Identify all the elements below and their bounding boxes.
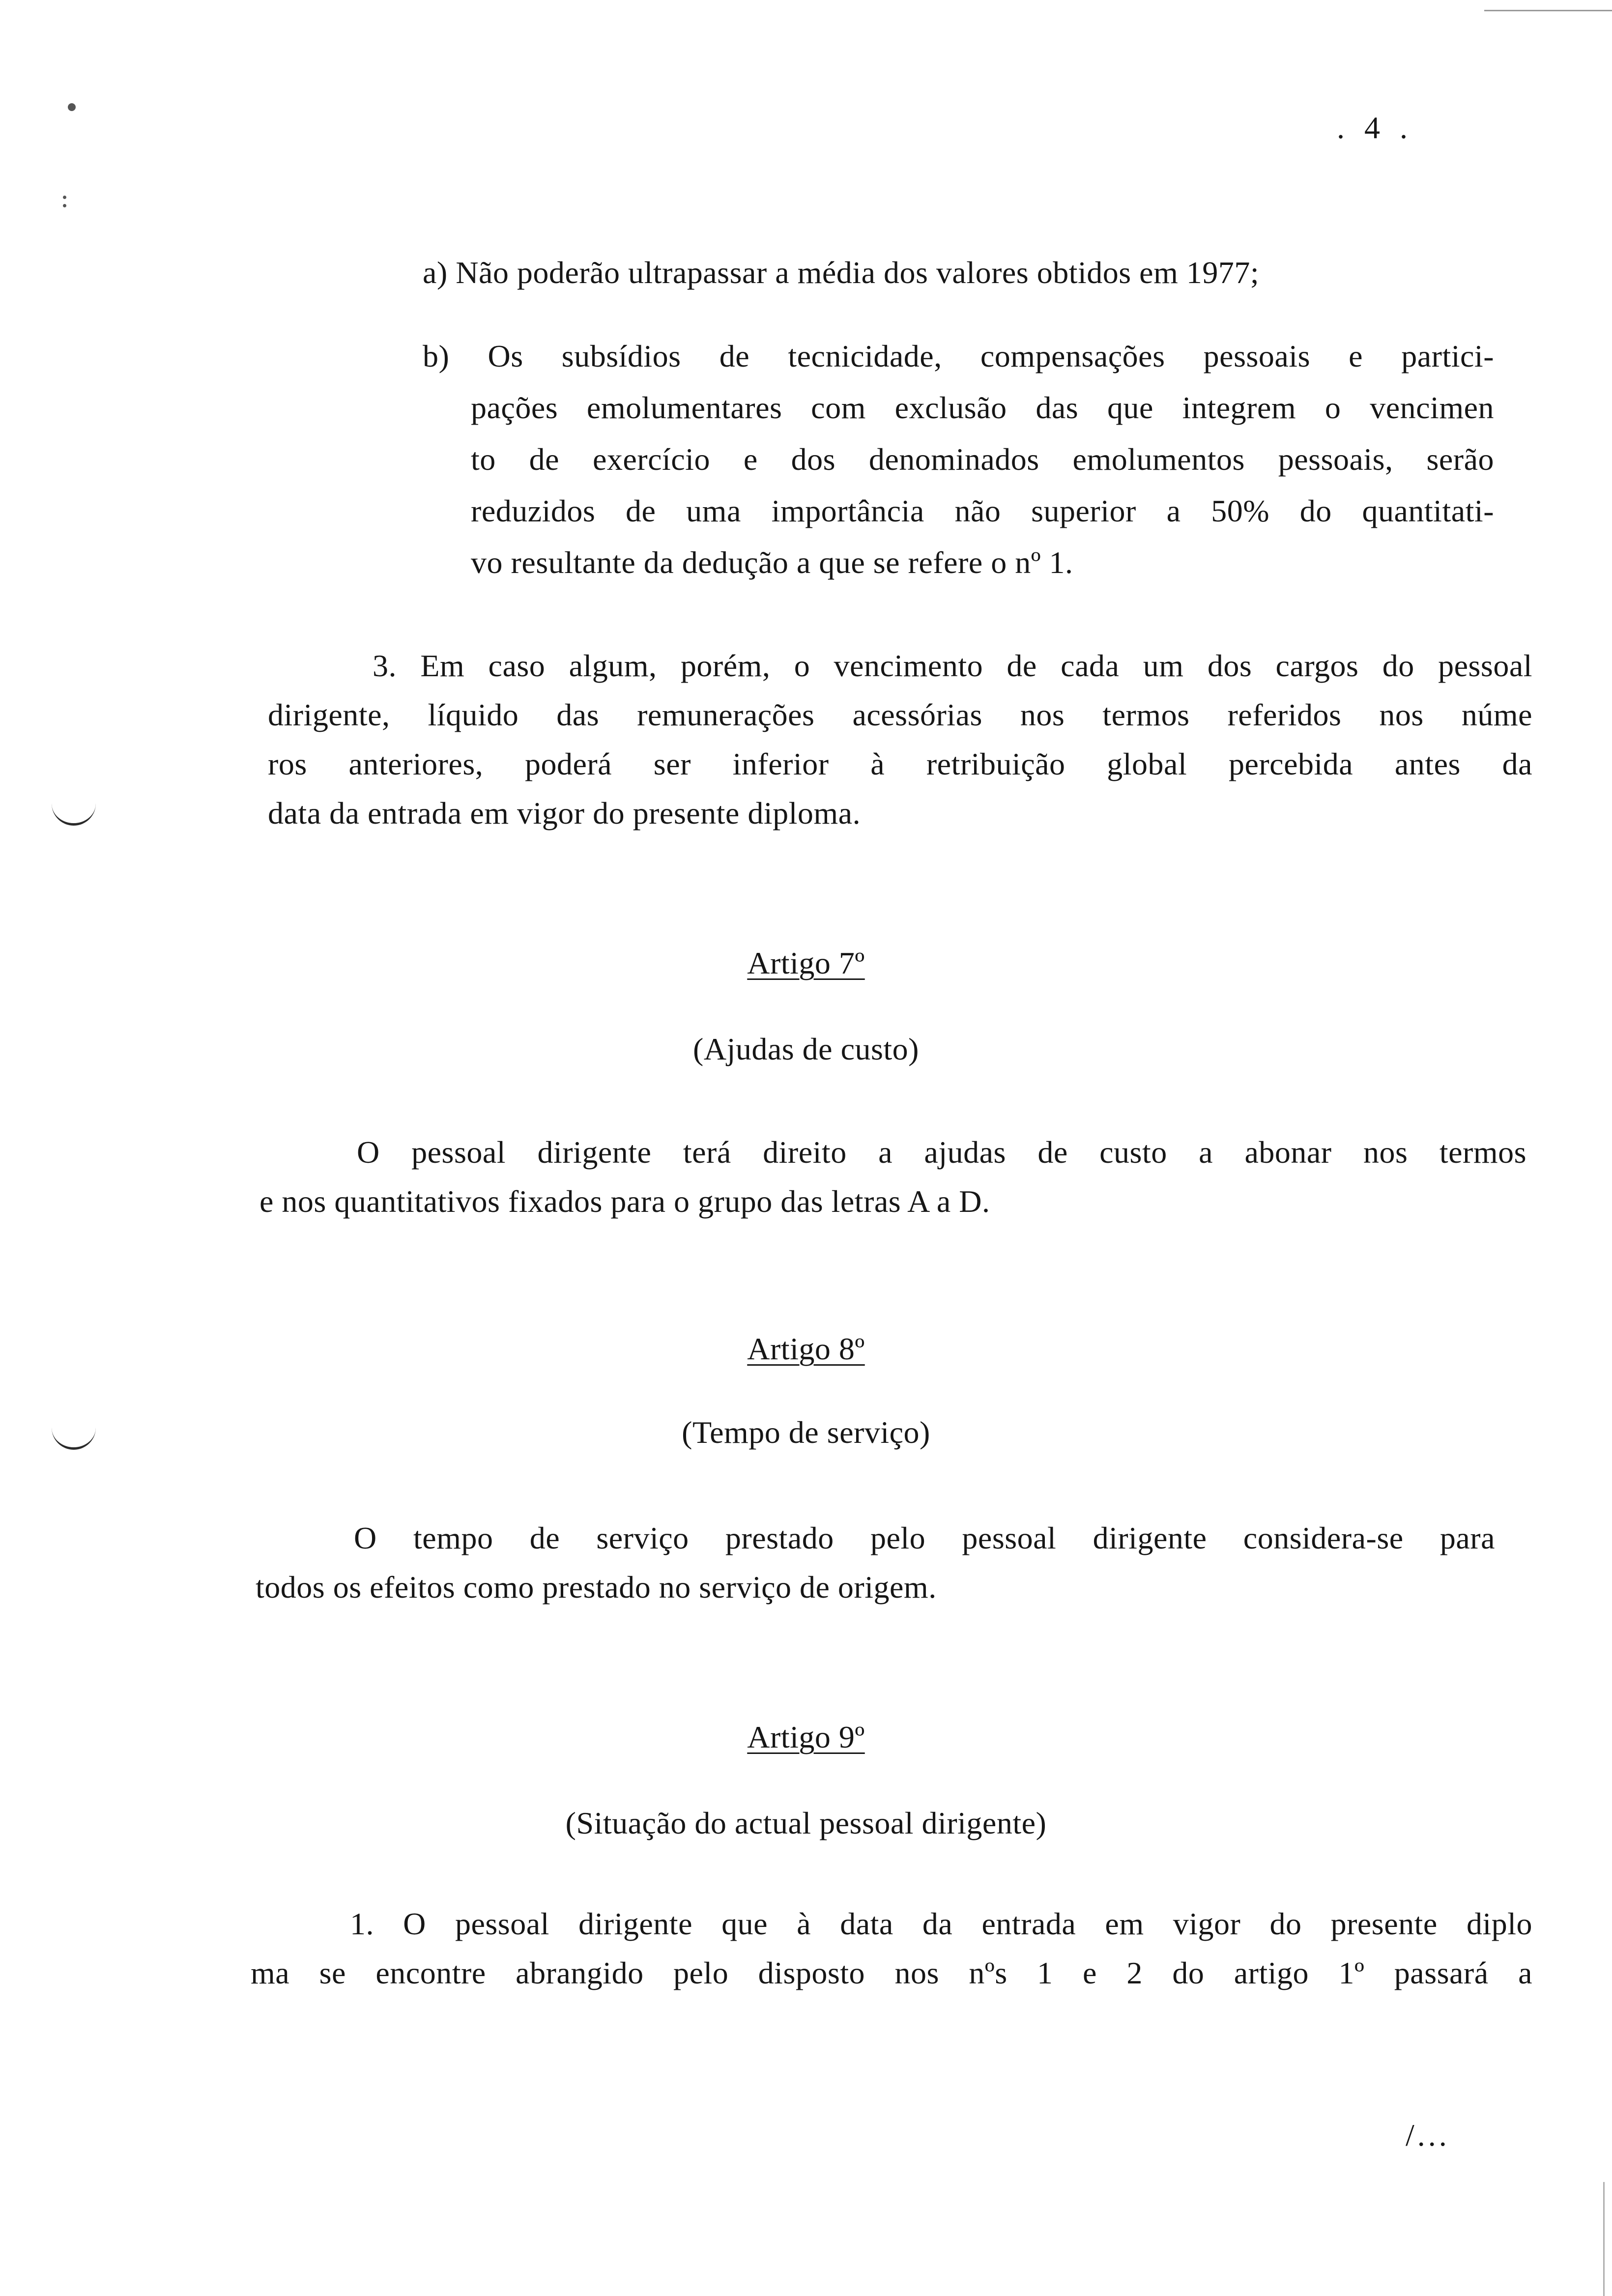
paragraph-3-line-1: 3. Em caso algum, porém, o vencimento de cada um dos cargos do pessoal — [373, 648, 1532, 683]
continuation-marker: /... — [1406, 2118, 1450, 2152]
article-9-line-2: ma se encontre abrangido pelo disposto nos nºs 1 e 2 do artigo 1º passará a — [251, 1955, 1532, 1990]
article-8-subtitle: (Tempo de serviço) — [682, 1415, 930, 1450]
article-9-subtitle: (Situação do actual pessoal dirigente) — [565, 1806, 1047, 1840]
article-7-line-1: O pessoal dirigente terá direito a ajudas de custo a abonar nos termos — [357, 1135, 1526, 1170]
scan-speck — [63, 196, 66, 199]
page-number: . 4 . — [1337, 110, 1413, 145]
article-7-line-2: e nos quantitativos fixados para o grupo das letras A a D. — [259, 1184, 990, 1219]
item-b-line-1: b) Os subsídios de tecnicidade, compensações pessoais e partici- — [423, 339, 1494, 373]
scan-speck — [68, 103, 76, 111]
item-b-line-4: reduzidos de uma importância não superior a 50% do quantitati- — [471, 493, 1494, 528]
item-b-line-5: vo resultante da dedução a que se refere o nº 1. — [471, 545, 1073, 580]
paragraph-3-line-4: data da entrada em vigor do presente diploma. — [268, 796, 861, 831]
article-8-line-2: todos os efeitos como prestado no serviço de origem. — [256, 1570, 937, 1605]
scan-speck — [63, 204, 66, 207]
article-9-heading-row — [0, 1715, 1612, 1759]
article-8-heading: Artigo 8º — [747, 1331, 865, 1366]
article-7-heading: Artigo 7º — [747, 946, 865, 980]
item-b-line-2: pações emolumentares com exclusão das que integrem o vencimen — [471, 390, 1494, 425]
article-7-heading-row — [0, 941, 1612, 985]
article-8-line-1: O tempo de serviço prestado pelo pessoal dirigente considera-se para — [354, 1521, 1495, 1555]
scan-edge-rule — [1484, 10, 1612, 11]
article-9-line-1: 1. O pessoal dirigente que à data da entrada em vigor do presente diplo — [350, 1906, 1532, 1941]
binding-hole-mark — [52, 801, 96, 826]
paragraph-3-line-2: dirigente, líquido das remunerações acessórias nos termos referidos nos núme — [268, 697, 1532, 732]
scan-edge-rule-right — [1603, 2182, 1605, 2296]
paragraph-3-line-3: ros anteriores, poderá ser inferior à retribuição global percebida antes da — [268, 746, 1532, 781]
article-8-heading-row — [0, 1327, 1612, 1371]
article-7-subtitle: (Ajudas de custo) — [693, 1032, 919, 1066]
item-b-line-3: to de exercício e dos denominados emolumentos pessoais, serão — [471, 442, 1494, 477]
article-9-heading: Artigo 9º — [747, 1720, 865, 1754]
item-a: a) Não poderão ultrapassar a média dos valores obtidos em 1977; — [423, 255, 1260, 290]
